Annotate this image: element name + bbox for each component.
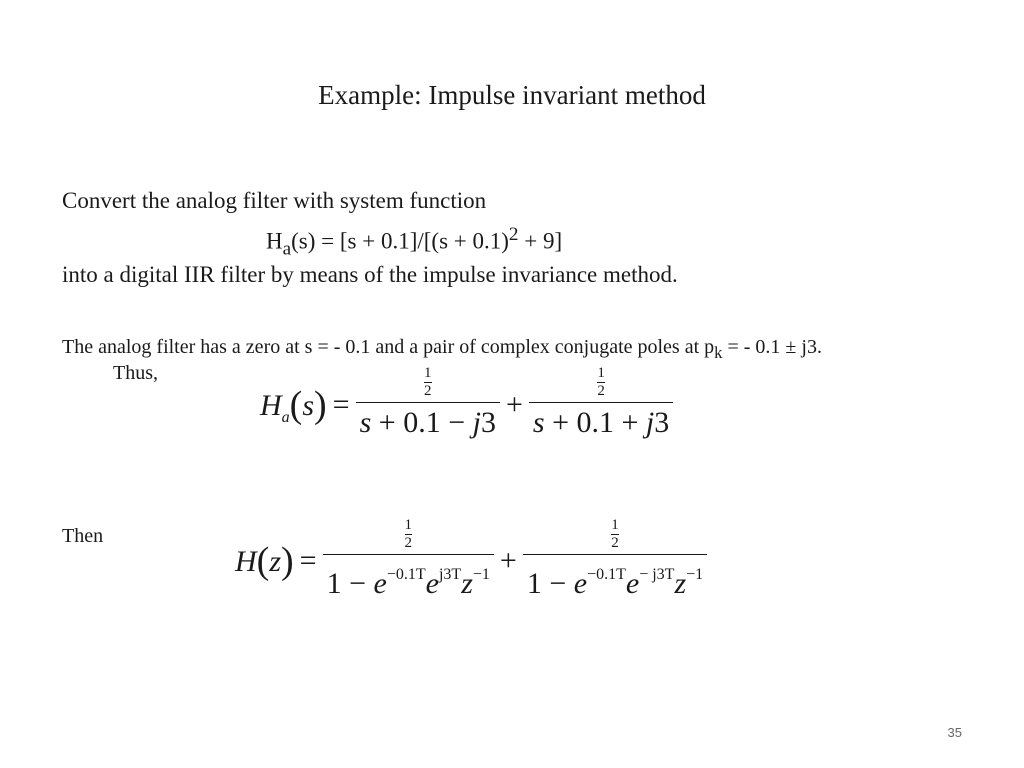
then-label: Then: [62, 525, 104, 547]
sf-mid: (s) = [s + 0.1]/[(s + 0.1): [291, 228, 509, 254]
sf-exp: 2: [508, 224, 519, 245]
sf-sub: a: [282, 238, 292, 260]
intro-line: Convert the analog filter with system function: [62, 188, 487, 213]
hz-fraction-1: $\frac{\frac{1}{2}}{1 - e^{-0.1T}e^{j3T}z^{-1}}$: [323, 518, 494, 604]
equals-sign: =: [299, 544, 317, 577]
ha-fraction-1: $\frac{\frac{1}{2}}{s + 0.1 - j3}$: [356, 366, 500, 443]
plus-sign: +: [505, 387, 523, 421]
hz-fraction-2: $\frac{\frac{1}{2}}{1 - e^{-0.1T}e^{- j3T}z^{-1}}$: [523, 518, 707, 604]
poles-line: [62, 336, 822, 363]
sf-h: H: [266, 228, 283, 254]
equals-sign: =: [332, 387, 350, 421]
poles-sub: k: [714, 343, 723, 362]
slide-title: Example: Impulse invariant method: [318, 80, 706, 110]
system-function: [266, 224, 562, 260]
ha-lhs: $H_a(s)$: [260, 383, 327, 426]
ha-equation: [260, 366, 673, 443]
thus-label: Thus,: [113, 362, 158, 384]
instruction-line: into a digital IIR filter by means of the impulse invariance method.: [62, 262, 678, 287]
sf-tail: + 9]: [518, 228, 563, 254]
plus-sign: +: [499, 544, 517, 577]
hz-lhs: H(z): [235, 540, 294, 582]
hz-equation: [235, 518, 707, 604]
poles-after: = - 0.1 ± j3.: [722, 336, 822, 358]
poles-before: The analog filter has a zero at s = - 0.1 and a pair of complex conjugate poles at p: [62, 336, 715, 358]
ha-fraction-2: $\frac{\frac{1}{2}}{s + 0.1 + j3}$: [529, 366, 673, 443]
page-number: 35: [947, 725, 962, 740]
